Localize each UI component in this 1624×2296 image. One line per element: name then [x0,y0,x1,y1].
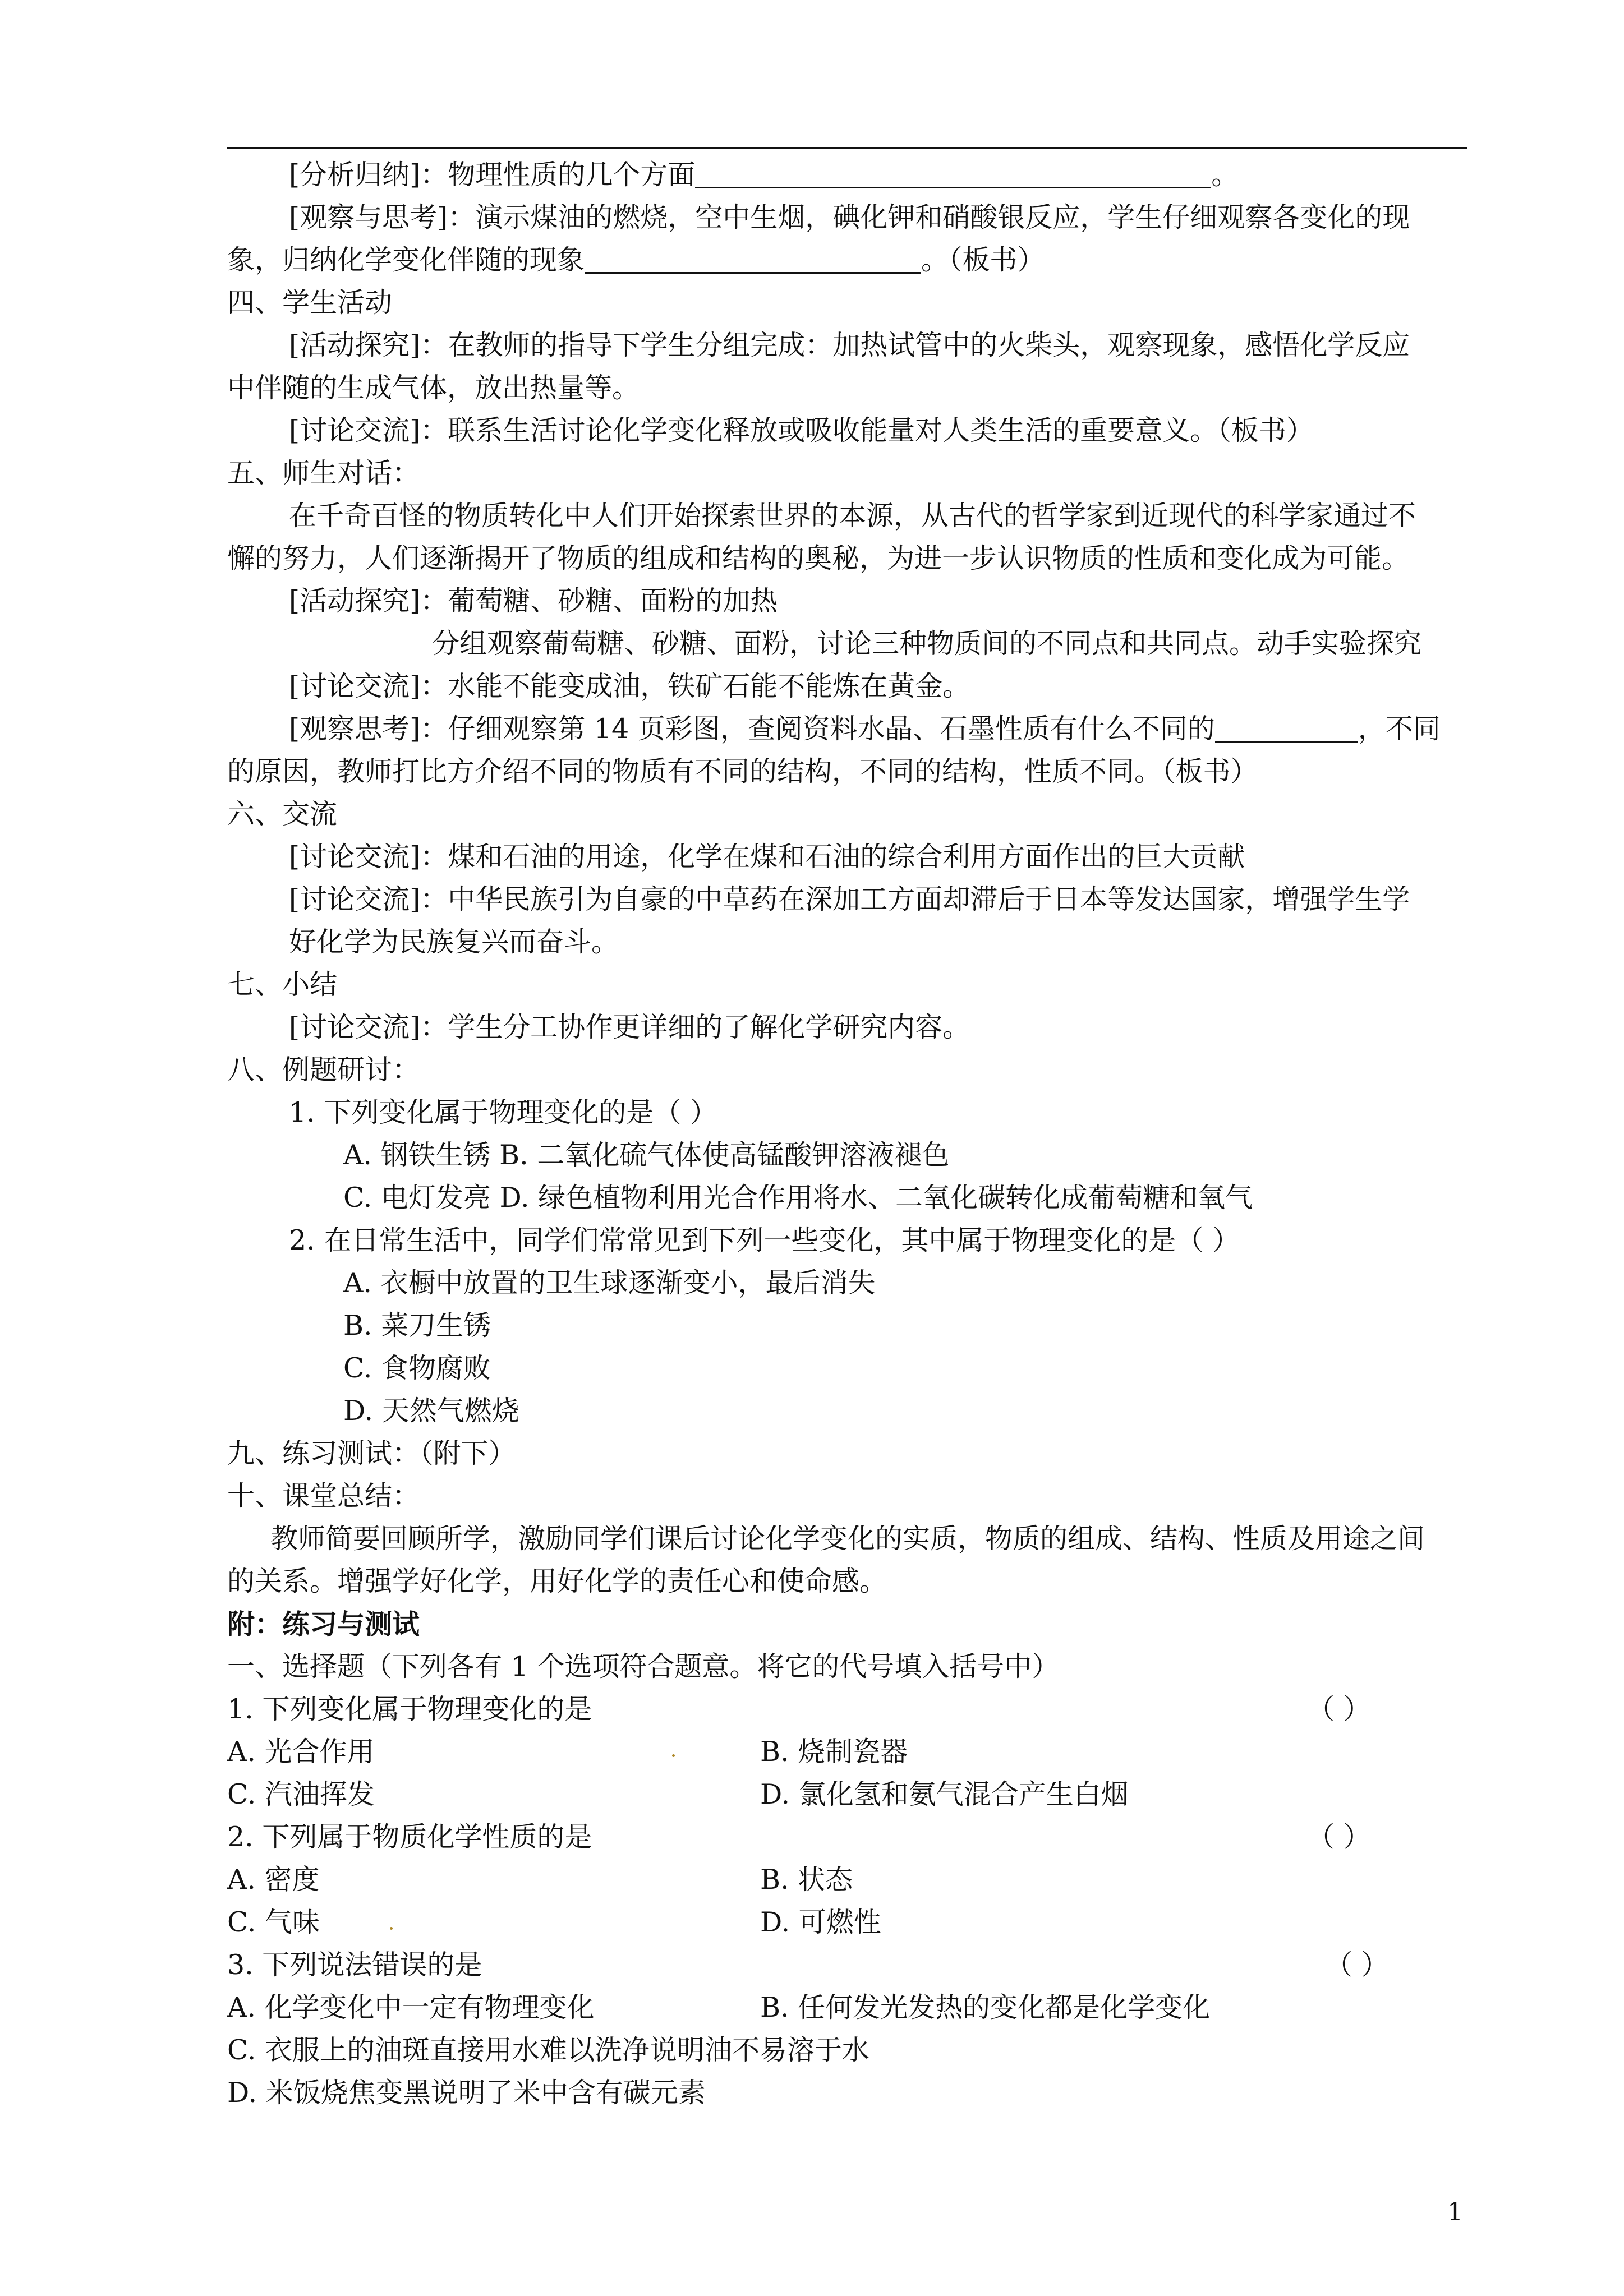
option-line: C. 电灯发亮 D. 绿色植物利用光合作用将水、二氧化碳转化成葡萄糖和氧气 [343,1182,1253,1214]
option-a: A. 密度 [227,1864,320,1896]
question-line: 2. 在日常生活中，同学们常常见到下列一些变化，其中属于物理变化的是（ ） [289,1224,1240,1256]
paragraph-line: 中伴随的生成气体，放出热量等。 [227,372,640,404]
paragraph-line: [活动探究]：葡萄糖、砂糖、面粉的加热 [289,585,778,617]
text: [观察思考]：仔细观察第 14 页彩图，查阅资料水晶、石墨性质有什么不同的 [289,713,1215,745]
option-line: A. 钢铁生锈 B. 二氧化硫气体使高锰酸钾溶液褪色 [343,1139,950,1171]
speck [672,1754,675,1757]
option-a: A. 化学变化中一定有物理变化 [227,1991,595,2023]
section-heading: 十、课堂总结： [227,1480,420,1512]
page-number: 1 [1447,2198,1463,2226]
paragraph-line: 的原因，教师打比方介绍不同的物质有不同的结构，不同的结构，性质不同。（板书） [227,755,1258,787]
observe-line-cont [227,243,1045,277]
observe-line: [观察与思考]：演示煤油的燃烧，空中生烟，碘化钾和硝酸银反应，学生仔细观察各变化的现 [289,201,1410,233]
option-line: D. 天然气燃烧 [343,1395,519,1427]
option-b: B. 任何发光发热的变化都是化学变化 [760,1991,1211,2023]
paragraph-line: [讨论交流]：水能不能变成油，铁矿石能不能炼在黄金。 [289,670,970,702]
paragraph-line: 好化学为民族复兴而奋斗。 [289,926,619,958]
text: [分析归纳]：物理性质的几个方面 [289,159,696,191]
question-line: 1. 下列变化属于物理变化的是（ ） [289,1096,717,1128]
paragraph-line: [讨论交流]：煤和石油的用途，化学在煤和石油的综合利用方面作出的巨大贡献 [289,841,1245,873]
option-d: D. 氯化氢和氨气混合产生白烟 [760,1778,1129,1810]
answer-blank[interactable] [585,246,921,274]
question-line: 3. 下列说法错误的是 [227,1949,482,1981]
text: 象，归纳化学变化伴随的现象 [227,244,585,276]
paragraph-line: [讨论交流]：中华民族引为自豪的中草药在深加工方面却滞后于日本等发达国家，增强学生学 [289,883,1410,915]
paragraph-line: 在千奇百怪的物质转化中人们开始探索世界的本源，从古代的哲学家到近现代的科学家通过不 [289,500,1416,532]
observe-think-line [289,712,1441,746]
analysis-line [289,158,1239,192]
text: 。（板书） [921,244,1045,276]
option-line: B. 菜刀生锈 [343,1310,491,1341]
option-a: A. 光合作用 [227,1736,375,1768]
paragraph-line: [活动探究]：在教师的指导下学生分组完成：加热试管中的火柴头，观察现象，感悟化学反应 [289,329,1410,361]
paragraph-line: 教师简要回顾所学，激励同学们课后讨论化学变化的实质，物质的组成、结构、性质及用途之间 [270,1523,1425,1555]
text: 。 [1211,159,1239,191]
paragraph-line: 懈的努力，人们逐渐揭开了物质的组成和结构的奥秘，为进一步认识物质的性质和变化成为可能。 [227,542,1410,574]
answer-parens[interactable]: （ ） [1325,1949,1389,1981]
section-heading: 四、学生活动 [227,287,393,319]
section-heading: 九、练习测试：（附下） [227,1437,516,1469]
option-line: C. 食物腐败 [343,1352,491,1384]
header-rule [227,147,1467,149]
paragraph-line: 的关系。增强学好化学，用好化学的责任心和使命感。 [227,1565,887,1597]
answer-parens[interactable]: （ ） [1307,1693,1371,1725]
answer-blank[interactable] [1215,715,1358,743]
option-d: D. 可燃性 [760,1906,881,1938]
section-heading: 五、师生对话： [227,457,420,489]
speck [390,1927,393,1930]
option-c: C. 汽油挥发 [227,1778,375,1810]
section-heading: 一、选择题（下列各有 1 个选项符合题意。将它的代号填入括号中） [227,1650,1060,1682]
answer-parens[interactable]: （ ） [1307,1821,1371,1853]
option-c: C. 衣服上的油斑直接用水难以洗净说明油不易溶于水 [227,2034,869,2066]
option-b: B. 状态 [760,1864,853,1896]
paragraph-line: [讨论交流]：学生分工协作更详细的了解化学研究内容。 [289,1011,970,1043]
option-line: A. 衣橱中放置的卫生球逐渐变小，最后消失 [343,1267,876,1299]
section-heading: 八、例题研讨： [227,1054,420,1086]
question-line: 2. 下列属于物质化学性质的是 [227,1821,592,1853]
paragraph-line: 分组观察葡萄糖、砂糖、面粉，讨论三种物质间的不同点和共同点。动手实验探究 [432,628,1422,660]
option-d: D. 米饭烧焦变黑说明了米中含有碳元素 [227,2077,706,2109]
section-heading: 六、交流 [227,798,338,830]
paragraph-line: [讨论交流]：联系生活讨论化学变化释放或吸收能量对人类生活的重要意义。（板书） [289,414,1314,446]
section-heading: 七、小结 [227,969,338,1001]
option-b: B. 烧制瓷器 [760,1736,908,1768]
option-c: C. 气味 [227,1906,320,1938]
answer-blank[interactable] [695,161,1211,188]
question-line: 1. 下列变化属于物理变化的是 [227,1693,592,1725]
text: ，不同 [1358,713,1441,745]
appendix-title: 附：练习与测试 [227,1608,420,1640]
